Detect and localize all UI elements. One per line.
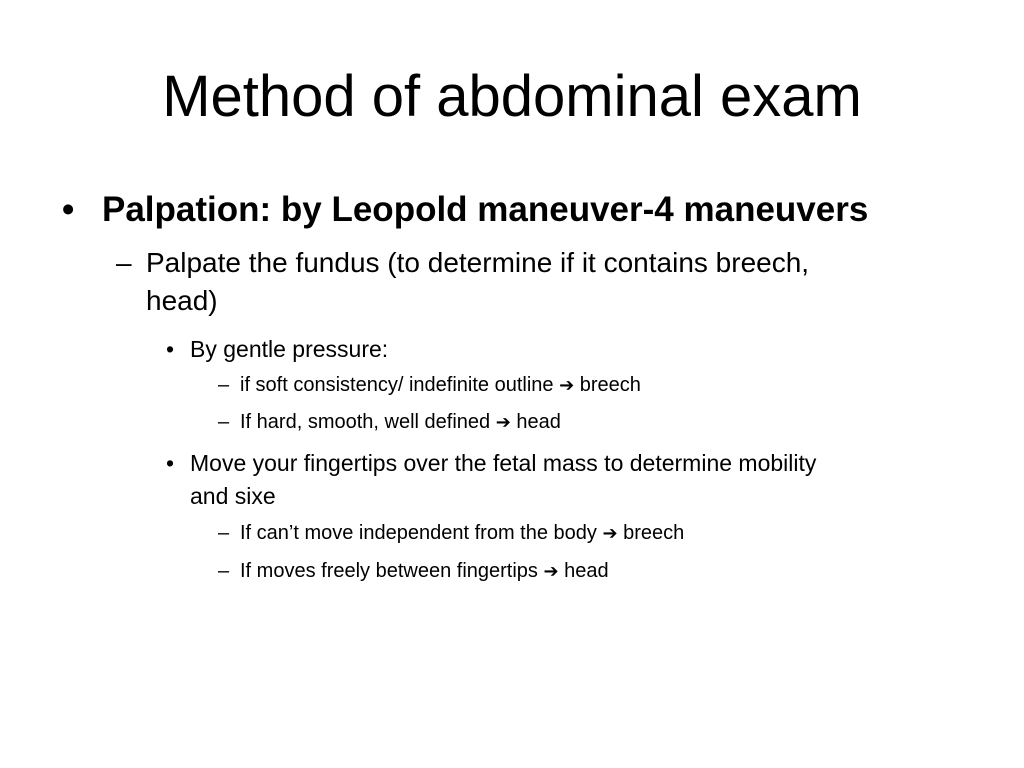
dash-level4: – bbox=[218, 374, 230, 396]
breech-result: breech bbox=[579, 374, 641, 396]
head-result: head bbox=[516, 411, 561, 433]
hard-smooth-item bbox=[240, 411, 561, 434]
arrow-right-icon: ➔ bbox=[559, 375, 575, 396]
cant-move-text: If can’t move independent from the body bbox=[240, 522, 597, 544]
soft-consistency-text: if soft consistency/ indefinite outline bbox=[240, 374, 554, 396]
moves-freely-text: If moves freely between fingertips bbox=[240, 560, 538, 582]
cant-move-item bbox=[240, 522, 684, 545]
arrow-right-icon: ➔ bbox=[495, 412, 511, 433]
fundus-line-2: head) bbox=[146, 285, 218, 316]
fundus-line-1: Palpate the fundus (to determine if it contains breech, bbox=[146, 247, 810, 278]
soft-consistency-item bbox=[240, 374, 641, 397]
bullet-level1: • bbox=[62, 190, 75, 229]
bullet-level3: • bbox=[166, 450, 175, 476]
dash-level4: – bbox=[218, 411, 230, 433]
hard-smooth-text: If hard, smooth, well defined bbox=[240, 411, 491, 433]
arrow-right-icon: ➔ bbox=[543, 561, 559, 582]
dash-level2: – bbox=[116, 247, 132, 278]
fingertips-line-1: Move your fingertips over the fetal mass to determine mobility bbox=[190, 450, 817, 476]
bullet-level3: • bbox=[166, 336, 175, 362]
fingertips-line-2: and sixe bbox=[190, 483, 276, 509]
gentle-pressure-text: By gentle pressure: bbox=[190, 336, 389, 362]
slide-title: Method of abdominal exam bbox=[162, 64, 862, 129]
dash-level4: – bbox=[218, 560, 230, 582]
head-result: head bbox=[564, 560, 609, 582]
palpation-heading: Palpation: by Leopold maneuver-4 maneuvers bbox=[102, 190, 869, 229]
breech-result: breech bbox=[623, 522, 685, 544]
moves-freely-item bbox=[240, 560, 609, 583]
arrow-right-icon: ➔ bbox=[602, 523, 618, 544]
dash-level4: – bbox=[218, 522, 230, 544]
